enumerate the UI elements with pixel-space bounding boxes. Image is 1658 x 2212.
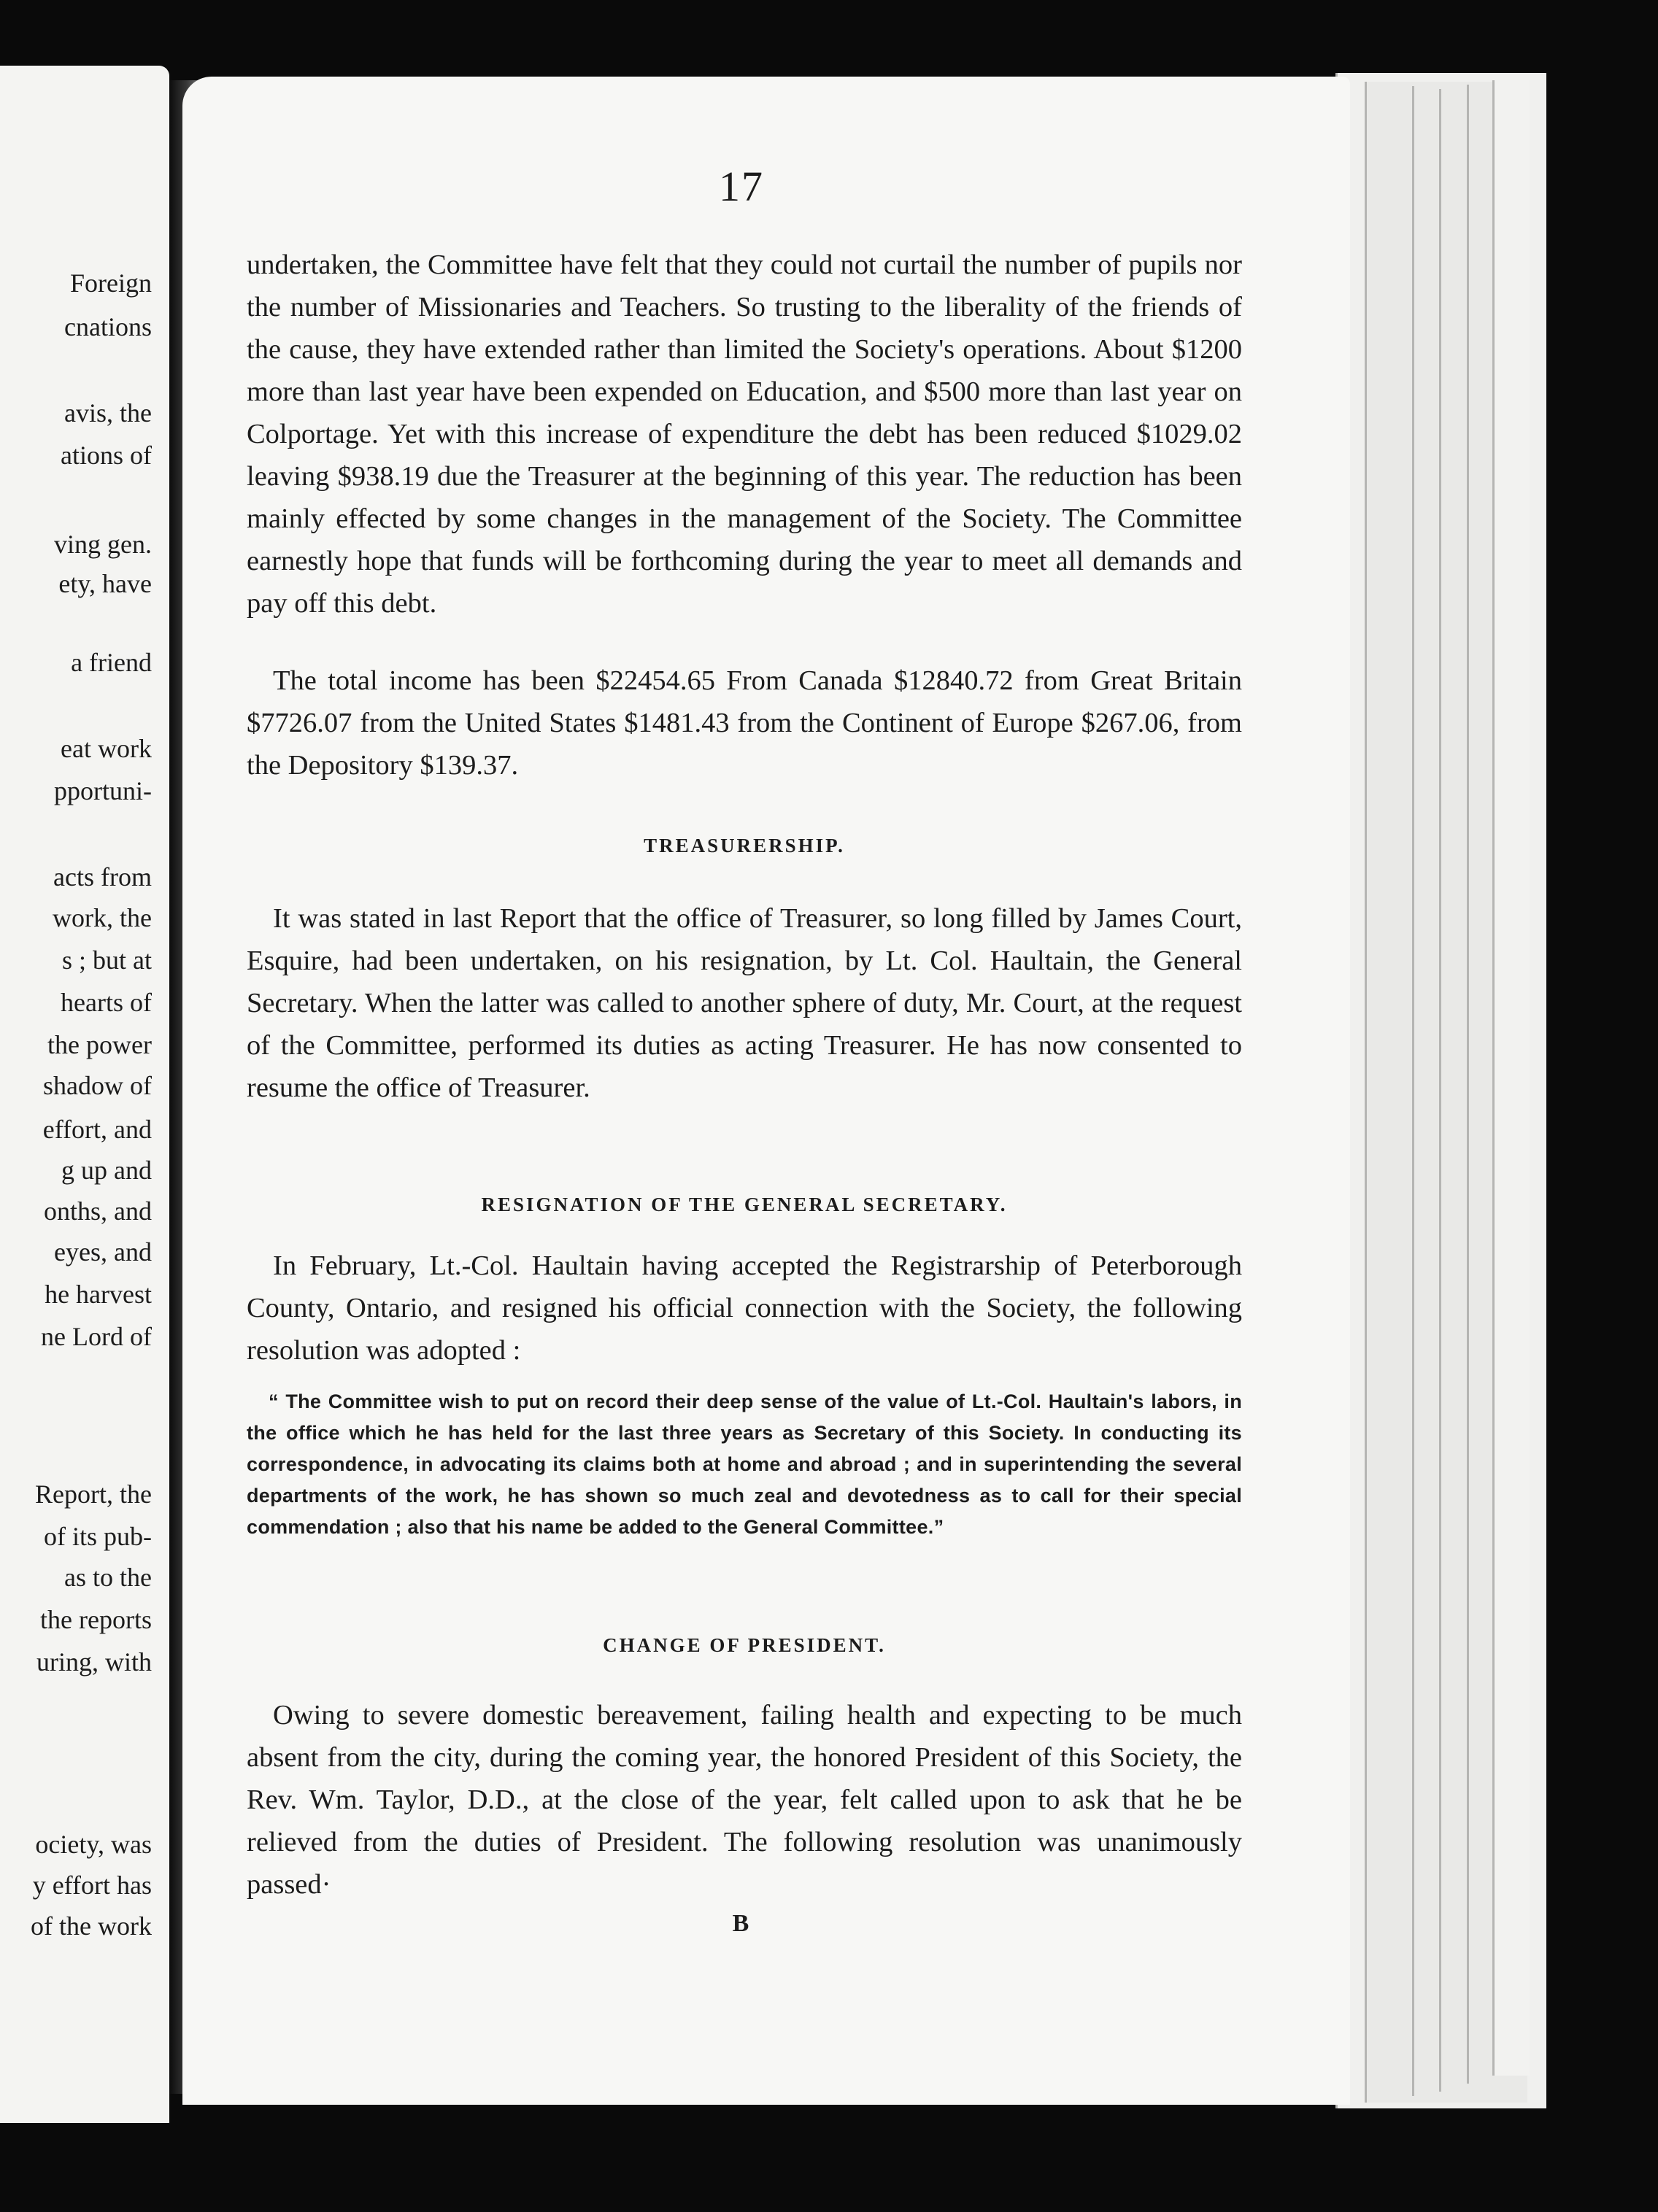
left-facing-page <box>0 66 169 2123</box>
left-page-line: onths, and <box>44 1196 152 1226</box>
resolution-quote-text: “ The Committee wish to put on record their deep sense of the value of Lt.-Col. Haultain's labors, in the office which he has held for the last three years as Secretary of this Society. In conducting its correspondence, in advocating its claims both at home and abroad ; and in superintending the several departments of the work, he has shown so much zeal and devotedness as to call for their special commendation ; also that his name be added to the General Committee.” <box>247 1391 1242 1538</box>
income-text: The total income has been $22454.65 From Canada $12840.72 from Great Britain $7726.07 from the United States $1481.43 from the Continent of Europe $267.06, from the Depository $139.37. <box>247 665 1242 781</box>
left-page-line: work, the <box>53 903 152 932</box>
treasurership-text: It was stated in last Report that the office of Treasurer, so long filled by James Court, Esquire, had been undertaken, on his resignation, by Lt. Col. Haultain, the General Secretary. When the latter was called to another sphere of duty, Mr. Court, at the request of the Committee, performed its duties as acting Treasurer. He has now consented to resume the office of Treasurer. <box>247 903 1242 1103</box>
resignation-text: In February, Lt.-Col. Haultain having accepted the Registrarship of Peterborough County, Ontario, and resigned his official connection with the Society, the following resolution was adopted : <box>247 1250 1242 1366</box>
left-page-line: shadow of <box>43 1071 152 1100</box>
left-page-line: effort, and <box>42 1115 152 1144</box>
president-paragraph <box>247 1694 1242 1906</box>
left-page-line: ne Lord of <box>41 1322 152 1351</box>
page-edge <box>1492 80 1530 2076</box>
left-page-line: of its pub- <box>44 1522 152 1551</box>
left-page-line: avis, the <box>64 398 152 428</box>
left-page-line: he harvest <box>45 1280 152 1309</box>
left-page-line: pportuni- <box>54 776 152 805</box>
resignation-paragraph <box>247 1245 1242 1372</box>
treasurership-paragraph <box>247 897 1242 1109</box>
president-heading: CHANGE OF PRESIDENT. <box>603 1634 886 1656</box>
left-page-line: hearts of <box>61 988 152 1017</box>
left-page-line: uring, with <box>36 1647 152 1677</box>
treasurership-heading: TREASURERSHIP. <box>644 835 845 856</box>
left-page-line: as to the <box>64 1563 152 1592</box>
resolution-quote <box>247 1386 1242 1543</box>
intro-paragraph <box>247 244 1242 624</box>
left-page-line: s ; but at <box>62 945 152 975</box>
signature-mark <box>0 1910 1658 1941</box>
left-page-line: eat work <box>61 734 152 763</box>
page-number: 17 <box>719 163 764 210</box>
left-page-line: Foreign <box>70 268 152 298</box>
left-page-line: cnations <box>64 312 152 341</box>
left-page-line: g up and <box>61 1156 152 1185</box>
resignation-heading: RESIGNATION OF THE GENERAL SECRETARY. <box>481 1194 1008 1215</box>
intro-text: undertaken, the Committee have felt that they could not curtail the number of pupils nor the number of Missionaries and Teachers. So trusting to the liberality of the friends of the cause, they have extended rather than limited the Society's operations. About $1200 more than last year have been expended on Education, and $500 more than last year on Colportage. Yet with this increase of expenditure the debt has been reduced $1029.02 leaving $938.19 due the Treasurer at the beginning of this year. The reduction has been mainly effected by some changes in the management of the Society. The Committee earnestly hope that funds will be forthcoming during the year to meet all demands and pay off this debt. <box>247 250 1242 619</box>
income-paragraph <box>247 660 1242 786</box>
signature-letter: B <box>732 1910 749 1937</box>
left-page-line: ety, have <box>58 569 152 598</box>
left-page-line: the reports <box>40 1605 152 1634</box>
left-page-line: Report, the <box>35 1480 152 1509</box>
left-page-line: ociety, was <box>35 1830 152 1859</box>
left-page-line: a friend <box>71 648 152 677</box>
left-page-line: y effort has <box>32 1871 152 1900</box>
president-text: Owing to severe domestic bereavement, failing health and expecting to be much absent from the city, during the coming year, the honored President of this Society, the Rev. Wm. Taylor, D.D., at the close of the year, felt called upon to ask that he be relieved from the duties of President. The following resolution was unanimously passed· <box>247 1700 1242 1900</box>
left-page-line: ving gen. <box>54 530 152 559</box>
left-page-line: of the work <box>31 1911 152 1941</box>
left-page-line: acts from <box>53 862 152 892</box>
left-page-line: the power <box>47 1030 152 1059</box>
left-page-line: eyes, and <box>54 1237 152 1267</box>
left-page-line: ations of <box>61 441 152 470</box>
